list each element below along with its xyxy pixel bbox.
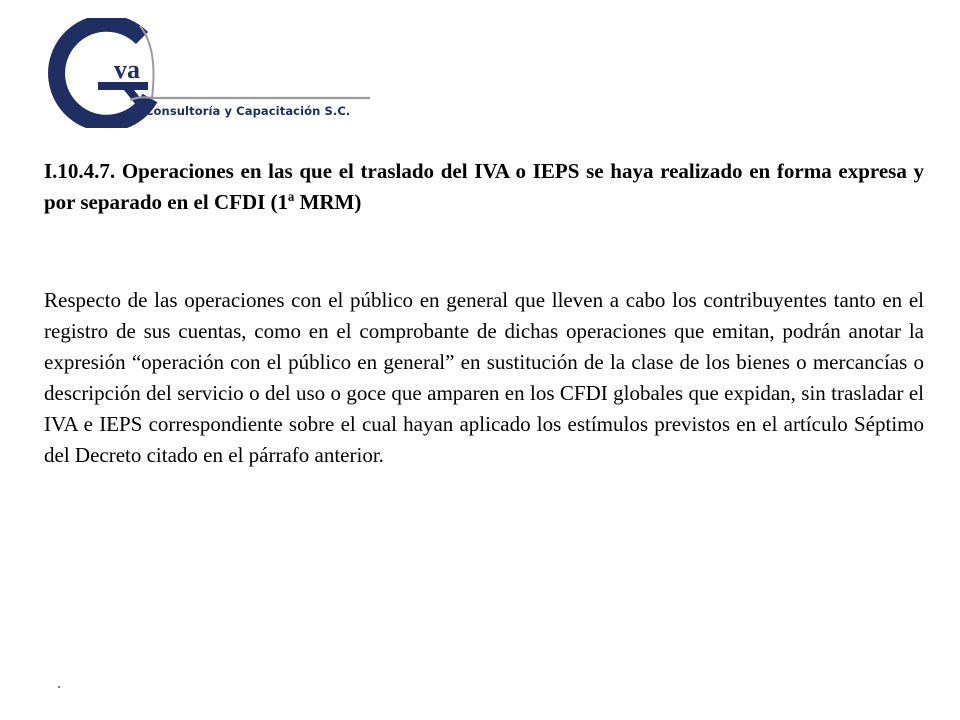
section-heading: I.10.4.7. Operaciones en las que el traslado del IVA o IEPS se haya realizado en forma expresa y por separado en el CFDI (1ª MRM) [44, 159, 924, 214]
logo-caption: Consultoría y Capacitación S.C. [145, 104, 351, 118]
logo-monogram-text: va [114, 55, 140, 84]
body-paragraph: Respecto de las operaciones con el público en general que lleven a cabo los contribuyentes tanto en el registro de sus cuentas, como en el comprobante de dichas operaciones que emitan, podrán anotar la expresión “operación con el público en general” en sustitución de la clase de los bienes o mercancías o descripción del servicio o del uso o goce que amparen en los CFDI globales que expidan, sin trasladar el IVA e IEPS correspondiente sobre el cual hayan aplicado los estímulos previstos en el artículo Séptimo del Decreto citado en el párrafo anterior. [44, 288, 924, 467]
footer-mark [58, 686, 60, 688]
